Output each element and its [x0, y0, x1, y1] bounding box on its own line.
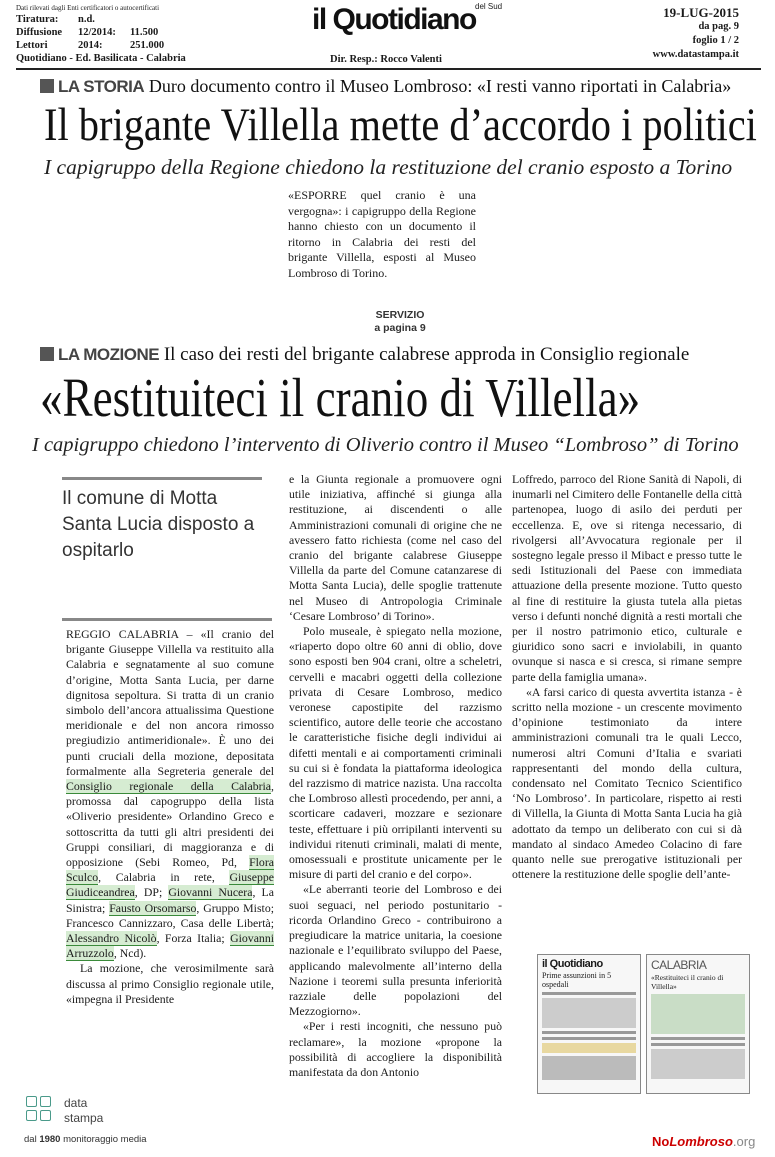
datastampa-logo: [24, 1094, 224, 1146]
col1-paragraph-2: La mozione, che verosimilmente sarà discussa al primo Consiglio regionale utile, «impegna il Presidente: [66, 961, 274, 1006]
thumb1-headline: Prime assunzioni in 5 ospedali: [542, 971, 612, 989]
thumb-line: [651, 1043, 745, 1046]
logo-square-icon: [40, 1096, 51, 1107]
tiratura-value: n.d.: [78, 14, 95, 25]
lettori-label: Lettori: [16, 40, 48, 51]
col1-text: , Ncd).: [113, 946, 147, 961]
lettori-value: 251.000: [130, 40, 165, 51]
highlight-consiglio: Consiglio regionale della Calabria: [66, 779, 272, 794]
tagline-post: monitoraggio media: [60, 1134, 147, 1145]
col1-text: , Calabria in rete,: [98, 870, 230, 885]
col2-paragraph-3: «Le aberranti teorie del Lombroso e dei suoi seguaci, nel periodo postunitario - ricorda Orlandino Greco - contribuirono a pregiudicare la matrice unitaria, la coesione nazionale e l’equilibrato sviluppo del Paese, applicando malevolmente all’interno della Nazione i teoremi sulla presunta inferiorità razziale delle popolazioni del Mezzogiorno».: [289, 882, 502, 1019]
newspaper-logo: [312, 2, 512, 42]
servizio-label: SERVIZIO: [375, 309, 425, 321]
sidebar-divider: [62, 618, 272, 621]
site-link[interactable]: www.datastampa.it: [652, 49, 739, 60]
nolombroso-watermark: [652, 1134, 755, 1149]
col1-text: , Forza Italia;: [156, 931, 231, 946]
thumb-line: [542, 1037, 636, 1040]
edition: Quotidiano - Ed. Basilicata - Calabria: [16, 53, 186, 64]
dir-resp: Dir. Resp.: Rocco Valenti: [330, 54, 442, 65]
datastampa-word-2: stampa: [64, 1111, 104, 1125]
sheet-ref: foglio 1 / 2: [692, 35, 739, 46]
story2-kicker: [40, 344, 689, 366]
story2-deck: I capigruppo chiedono l’intervento di Oliverio contro il Museo “Lombroso” di Torino: [32, 434, 739, 456]
page-ref: da pag. 9: [698, 21, 739, 32]
diffusione-label: Diffusione: [16, 27, 63, 38]
story2-kicker-text: Il caso dei resti del brigante calabrese approda in Consiglio regionale: [163, 344, 690, 365]
page-thumbnail-2[interactable]: [646, 954, 750, 1094]
thumb-line: [542, 1031, 636, 1034]
issue-info: [653, 6, 739, 62]
lettori-period: 2014:: [78, 40, 103, 51]
col2-paragraph-4: «Per i resti incogniti, che nessuno può reclamare», la mozione «propone la possibilità di accogliere la disponibilità manifestata da don Antonio: [289, 1019, 502, 1079]
col3-paragraph-2: «A farsi carico di questa avvertita istanza - è scritto nella mozione - un crescente movimento d’opinione testimoniato da intere amministrazioni comunali tra le quali Lecco, numerosi altri Comuni d’Italia e svariati rappresentanti del mondo della cultura, condensato nel Comitato Tecnico Scientifico ‘No Lombroso’. In particolare, rispetto ai resti di Villella, la Giunta di Motta Santa Lucia ha già adottato da tempo un deliberato con cui si dà mandato al sindaco Amedeo Colacino di fare quanto nelle sue prerogative istituzionali per ottenere la restituzione delle spoglie dell’ante-: [512, 684, 742, 882]
kicker-square-icon: [40, 79, 54, 93]
page-thumbnail-1[interactable]: [537, 954, 641, 1094]
highlight-name: Flora Sculco: [66, 855, 274, 885]
thumb-line: [542, 992, 636, 995]
highlight-name: Fausto Orsomarso: [109, 900, 197, 915]
col2-paragraph-2: Polo museale, è spiegato nella mozione, «riaperto dopo oltre 60 anni di oblio, dove sono esposti ben 904 crani, oltre a scheletri, cervelli e macabri oggetti della collezione privata di Cesare Lombroso, medico veronese capostipite del razzismo scientifico, autore delle teorie che accostano le caratteristiche fisiche degli individui ai difetti mentali e ai comportamenti criminali su cui si è fondata la piattaforma ideologica del razzismo di matrice nazista. Una raccolta che Lombroso allestì procedendo, per anni, a scorticare cadaveri, mozzare e sezionare teste, effettuare i più orripilanti interventi su individui ritenuti criminali, malati di mente, omosessuali e prostitute unicamente per le misure di parti del cranio e del corpo».: [289, 624, 502, 882]
thumb2-headline: «Restituiteci il cranio di Villella»: [651, 973, 724, 991]
col1-paragraph-1: [66, 627, 274, 961]
story1-summary: «ESPORRE quel cranio è una vergogna»: i capigruppo della Regione hanno chiesto con un documento il ritorno in Calabria dei resti del brigante Villella, esposti al Museo Lombroso di Torino.: [288, 188, 476, 280]
story1-headline: Il brigante Villella mette d’accordo i politici: [44, 99, 757, 151]
article-column-3: [512, 472, 742, 882]
watermark-tld: .org: [732, 1134, 756, 1149]
col2-paragraph-1: e la Giunta regionale a promuovere ogni utile iniziativa, affinché si giunga alla restituzione, ai discendenti o alle Amministrazioni comunali di origine che ne avessero fatto richiesta (come nel caso del cranio del brigante calabrese Giuseppe Villella da parte del Comune catanzarese di Motta Santa Lucia), delle spoglie trattenute nel Museo di Antropologia Criminale ‘Cesare Lombroso’ di Torino».: [289, 472, 502, 623]
servizio-page: a pagina 9: [374, 322, 426, 334]
thumb-highlighted-article: [651, 994, 745, 1034]
col1-text: REGGIO CALABRIA – «Il cranio del brigante Giuseppe Villella va restituito alla Calabria e segnatamente al suo comune d’origine, Motta Santa Lucia, per darne dignitosa sepoltura. Si tratta di un cranio simbolo dell’ancora attualissima Questione meridionale e del non ancora rimosso pregiudizio antimeridionale». È uno dei punti cruciali della mozione, depositata formalmente alla Segreteria generale del: [66, 627, 274, 778]
col1-text: , DP;: [134, 885, 169, 900]
press-info-block: [16, 4, 266, 65]
kicker-square-icon: [40, 347, 54, 361]
col1-text: , promossa dal capogruppo della lista «Oliverio presidente» Orlandino Greco e sottoscritta da tutti gli altri presidenti dei Gruppi consiliari, di maggioranza e di opposizione (Sebi Romeo, Pd,: [66, 779, 274, 870]
datastampa-word-1: data: [64, 1096, 88, 1110]
thumb-text-block: [651, 1049, 745, 1079]
story2-sidebar-quote: Il comune di Motta Santa Lucia disposto a ospitarlo: [62, 477, 262, 564]
logo-square-icon: [40, 1110, 51, 1121]
diffusione-period: 12/2014:: [78, 27, 116, 38]
story1-deck: I capigruppo della Regione chiedono la restituzione del cranio esposto a Torino: [44, 155, 733, 179]
logo-square-icon: [26, 1096, 37, 1107]
story1-page-ref: [340, 309, 460, 335]
thumb-ad: [542, 1056, 636, 1080]
highlight-name: Giovanni Nucera: [168, 885, 253, 900]
thumb-photo: [542, 998, 636, 1028]
diffusione-value: 11.500: [130, 27, 159, 38]
thumb2-logo: CALABRIA: [651, 958, 707, 972]
logo-square-icon: [26, 1110, 37, 1121]
col1-text: , La Sinistra;: [66, 885, 274, 915]
issue-date: 19-LUG-2015: [663, 5, 739, 20]
cert-note: Dati rilevati dagli Enti certificatori o autocertificati: [16, 4, 160, 12]
watermark-lombroso: Lombroso: [669, 1134, 733, 1149]
story2-kicker-label: LA MOZIONE: [58, 345, 160, 364]
datastampa-tagline: [24, 1134, 147, 1145]
tiratura-label: Tiratura:: [16, 14, 59, 25]
highlight-name: Giuseppe Giudiceandrea: [66, 870, 274, 900]
story1-kicker: [40, 76, 731, 97]
highlight-name: Giovanni Arruzzolo: [66, 931, 274, 961]
tagline-pre: dal: [24, 1134, 40, 1145]
tagline-year: 1980: [39, 1134, 61, 1145]
logo-sub: del Sud: [475, 2, 503, 11]
thumb1-logo: il Quotidiano: [542, 958, 603, 970]
story2-headline: «Restituiteci il cranio di Villella»: [40, 367, 641, 428]
story1-kicker-text: Duro documento contro il Museo Lombroso: «I resti vanno riportati in Calabria»: [148, 76, 732, 96]
article-column-1: [66, 627, 274, 1007]
highlight-name: Alessandro Nicolò: [66, 931, 157, 946]
thumb-banner: [542, 1043, 636, 1053]
col1-text: , Gruppo Misto; Francesco Cannizzaro, Casa delle Libertà;: [66, 900, 274, 930]
logo-name: il Quotidiano: [312, 3, 476, 36]
watermark-no: No: [652, 1134, 670, 1149]
article-column-2: [289, 472, 502, 1080]
header-divider: [16, 68, 761, 70]
story1-kicker-label: LA STORIA: [58, 77, 145, 96]
col3-paragraph-1: Loffredo, parroco del Rione Sanità di Napoli, di inumarli nel Cimitero delle Fontanelle della città partenopea, luogo di asilo dei perduti per eccellenza. E, ove si ritenga necessario, di rivolgersi all’Avvocatura regionale per il sostegno legale presso il Mibact e presso tutte le sedi Istituzionali del Paese con immediata attuazione della presente mozione. Tutto questo al fine di restituire la giusta tutela alla pietas verso i defunti nonché dignità a resti mortali che per il nostro patrimonio etico, culturale e giuridico sono sacri e inviolabili, in quanto ovunque si nasca e si cresca, si rimane sempre parte della famiglia umana».: [512, 472, 742, 684]
thumb-line: [651, 1037, 745, 1040]
